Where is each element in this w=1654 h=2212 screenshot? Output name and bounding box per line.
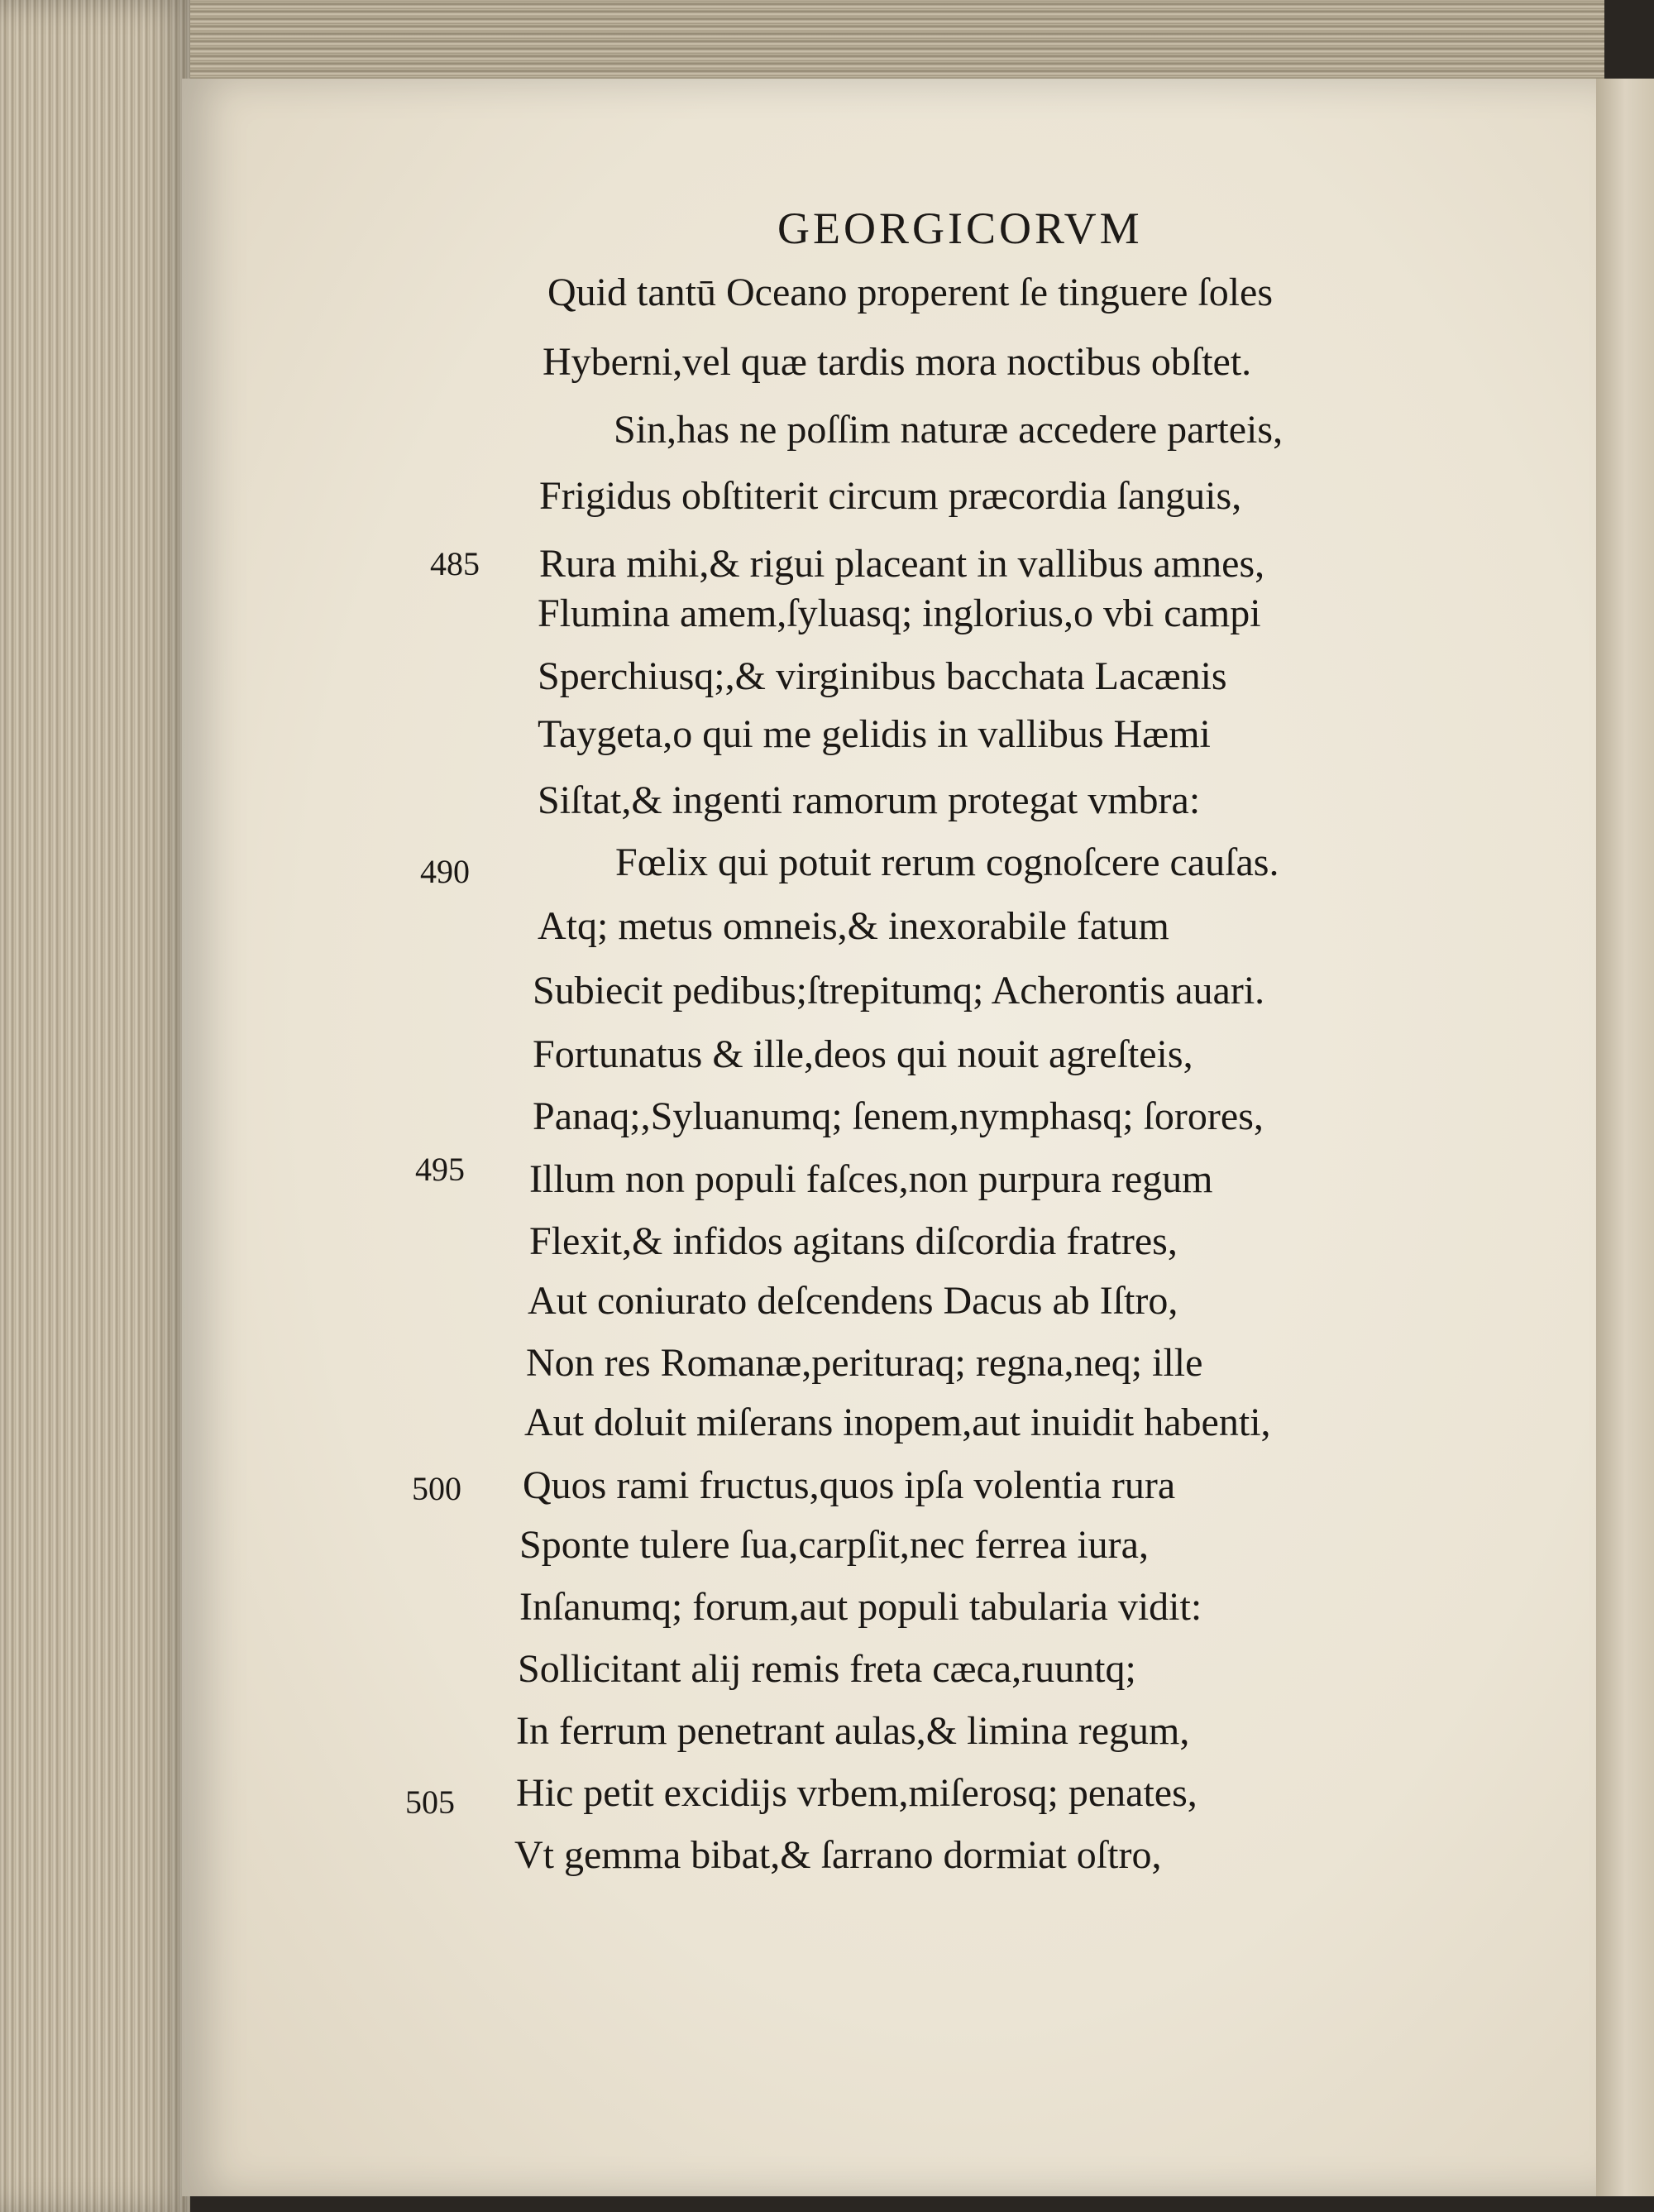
verse-line: Sollicitant alij remis freta cæca,ruuntq;	[518, 1647, 1136, 1691]
verse-line: Hic petit excidijs vrbem,miſerosq; penates,	[516, 1771, 1197, 1815]
verse-line: Fortunatus & ille,deos qui nouit agreſteis,	[533, 1032, 1193, 1076]
verse-line: Fœlix qui potuit rerum cognoſcere cauſas.	[615, 840, 1279, 884]
verse-line: Sperchiusq;,& virginibus bacchata Lacænis	[538, 654, 1227, 698]
verse-line: Siſtat,& ingenti ramorum protegat vmbra:	[538, 778, 1201, 822]
line-number: 485	[430, 545, 480, 582]
verse-line: In ferrum penetrant aulas,& limina regum,	[516, 1709, 1190, 1753]
page-edges-top	[50, 0, 1604, 91]
line-number: 490	[420, 853, 470, 890]
verse-line: Sponte tulere ſua,carpſit,nec ferrea iura,	[519, 1523, 1149, 1567]
page-edges-left	[0, 0, 190, 2212]
verse-line: Aut coniurato deſcendens Dacus ab Iſtro,	[528, 1279, 1178, 1323]
verse-line: Subiecit pedibus;ſtrepitumq; Acherontis auari.	[533, 969, 1265, 1013]
verse-line: Hyberni,vel quæ tardis mora noctibus obſtet.	[543, 340, 1252, 384]
verse-line: Quid tantū Oceano properent ſe tinguere ſoles	[547, 271, 1274, 314]
verse-line: Panaq;,Syluanumq; ſenem,nymphasq; ſorores,	[533, 1094, 1264, 1138]
line-number: 495	[415, 1151, 465, 1188]
verse-line: Vt gemma bibat,& ſarrano dormiat oſtro,	[514, 1833, 1162, 1877]
verse-line: Taygeta,o qui me gelidis in vallibus Hæmi	[538, 712, 1211, 756]
verse-line: Sin,has ne poſſim naturæ accedere parteis,	[614, 408, 1284, 452]
verse-line: Flumina amem,ſyluasq; inglorius,o vbi campi	[538, 591, 1261, 635]
verse-line: Non res Romanæ,perituraq; regna,neq; ille	[526, 1341, 1203, 1385]
verse-line: Quos rami fructus,quos ipſa volentia rura	[523, 1463, 1176, 1507]
book-gutter	[1596, 79, 1654, 2196]
verse-line: Frigidus obſtiterit circum præcordia ſanguis,	[539, 474, 1242, 518]
verse-line: Inſanumq; forum,aut populi tabularia vidit:	[519, 1585, 1202, 1629]
running-head: GEORGICORVM	[777, 203, 1143, 253]
verse-line: Illum non populi faſces,non purpura regum	[529, 1157, 1213, 1201]
line-number: 505	[405, 1783, 455, 1821]
line-number: 500	[412, 1470, 461, 1507]
verse-line: Atq; metus omneis,& inexorabile fatum	[538, 904, 1169, 948]
verse-line: Rura mihi,& rigui placeant in vallibus amnes,	[539, 542, 1265, 586]
verse-line: Aut doluit miſerans inopem,aut inuidit habenti,	[524, 1400, 1271, 1444]
verse-line: Flexit,& infidos agitans diſcordia fratres,	[529, 1219, 1178, 1263]
